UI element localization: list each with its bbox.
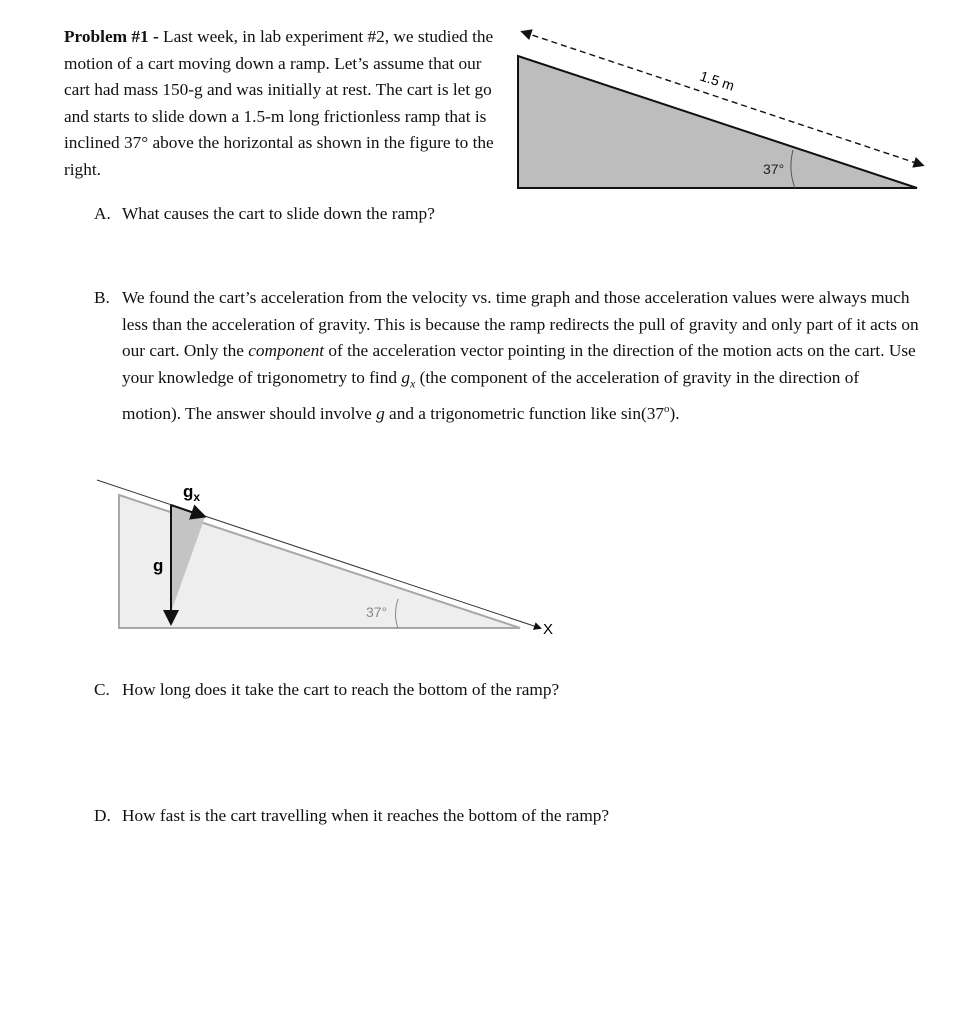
length-label: 1.5 m — [698, 67, 737, 94]
ramp-figure-2 — [97, 480, 553, 638]
problem-heading: Problem #1 - — [64, 27, 159, 46]
ramp-figure-1 — [518, 32, 922, 188]
question-c-label: C. — [94, 680, 110, 699]
question-c-text: How long does it take the cart to reach the bottom of the ramp? — [122, 680, 560, 699]
x-axis-label: X — [543, 621, 554, 638]
emphasis-component: component — [248, 341, 325, 360]
question-d-text: How fast is the cart travelling when it reaches the bottom of the ramp? — [122, 806, 610, 825]
gx-label: $g_x$ — [183, 482, 201, 504]
gx-symbol: $g_x$ — [401, 367, 416, 390]
g-label: g — [153, 556, 164, 575]
question-b-text: We found the cart’s acceleration from the velocity vs. time graph and those acceleration values were always much less than the acceleration of gravity. This is because the ramp redirects the pull of gravity and only part of it acts on our cart. Only the component of the acceleration vector pointing in the direction of the motion acts on the cart. Use your knowledge of trigonometry to find $g_x$ (the component of the acceleration of gravity in the direction of motion). The answer should involve g and a trigonometric function like sin(37$^o$). — [122, 288, 919, 424]
question-d-label: D. — [94, 806, 111, 825]
question-a-label: A. — [94, 204, 111, 223]
angle-label: 37° — [763, 161, 785, 177]
g-symbol: g — [376, 404, 385, 424]
angle-label-2: 37° — [366, 604, 388, 620]
problem-intro-text: Last week, in lab experiment #2, we studied the motion of a cart moving down a ramp. Let’s assume that our cart had mass 150-g and was initially at rest. The cart is let go and starts to slide down a 1.5-m long frictionless ramp that is inclined 37° above the horizontal as shown in the figure to the right. — [64, 27, 494, 179]
question-b-label: B. — [94, 288, 110, 307]
question-a-text: What causes the cart to slide down the ramp? — [122, 204, 435, 223]
